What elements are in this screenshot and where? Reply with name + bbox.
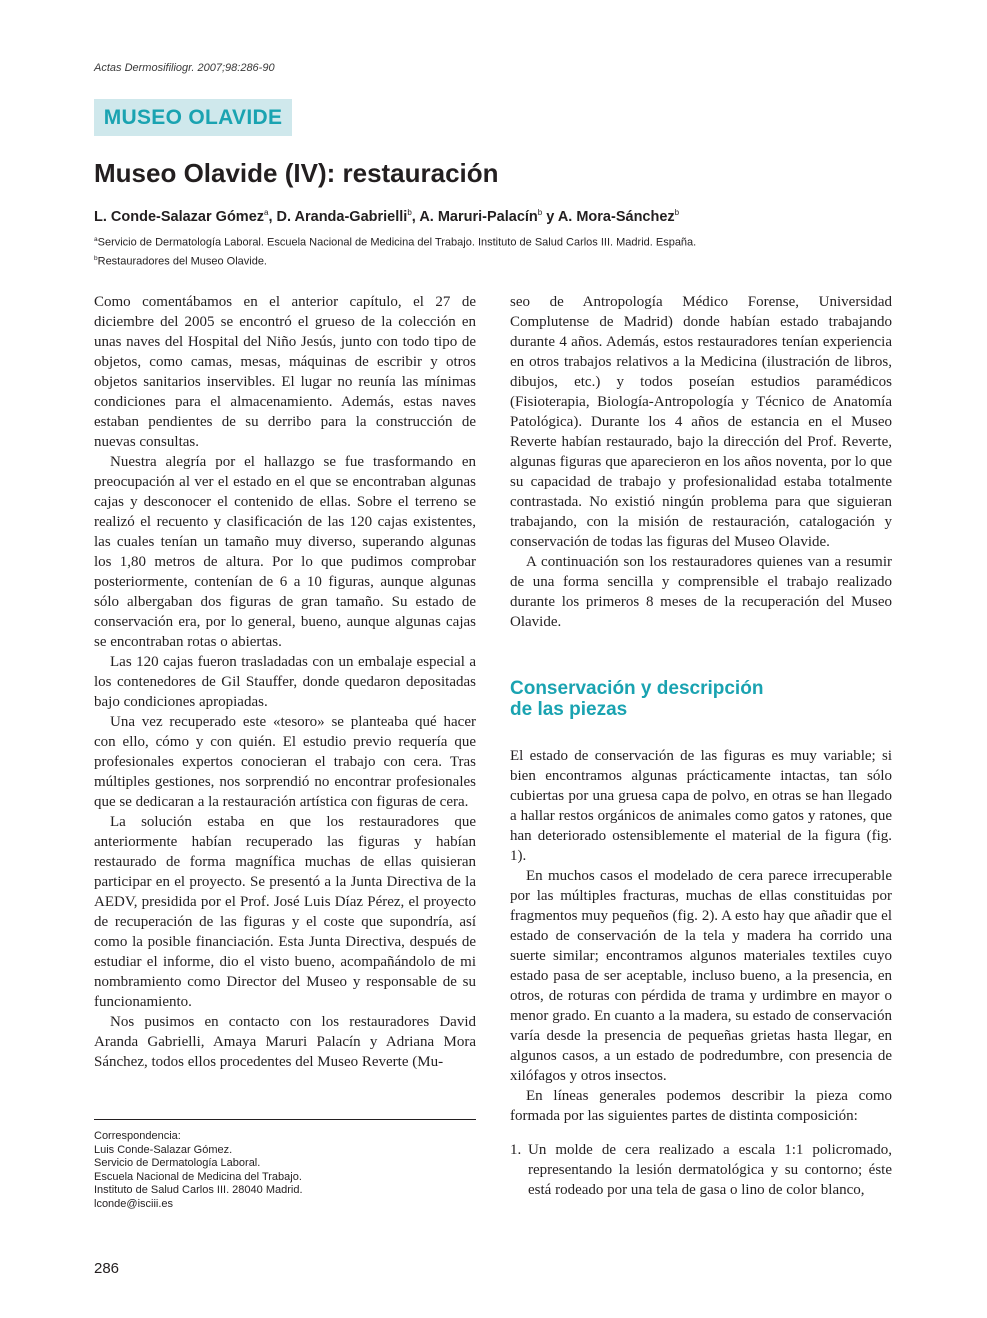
author-affiliation-mark: b — [537, 208, 543, 217]
body-column-left — [94, 292, 476, 1072]
section-heading-line: Conservación y descripción — [510, 678, 764, 699]
body-paragraph: Como comentábamos en el anterior capítulo, el 27 de diciembre del 2005 se encontró el grueso de la colección en unas naves del Hospital del Niño Jesús, junto con todo tipo de objetos, como camas, mesas, máquinas de escribir y otros objetos sanitarios inservibles. El lugar no reunía las mínimas condiciones para el almacenamiento. Además, estas naves estaban pendientes de su derribo para la construcción de nuevas consultas. — [94, 294, 476, 450]
body-paragraph: En muchos casos el modelado de cera parece irrecuperable por las múltiples fracturas, muchas de ellas constituidas por fragmentos muy pequeños (fig. 2). A esto hay que añadir que el estado de conservación de la tela y madera ha corrido una suerte similar; encontramos algunos materiales textiles cuyo estado pasa de ser aceptable, incluso bueno, a la presencia, en otros, de roturas con pérdida de trama y urdimbre en mayor o menor grado. En cuanto a la madera, su estado de conservación varía desde la presencia de pequeñas grietas hasta llegar, en algunos casos, a un estado de podredumbre, con presencia de xilófagos y otros insectos. — [510, 868, 892, 1084]
body-paragraph: Nos pusimos en contacto con los restauradores David Aranda Gabrielli, Amaya Maruri Palacín y Adriana Mora Sánchez, todos ellos procedentes del Museo Reverte (Mu- — [94, 1014, 476, 1070]
section-heading — [510, 678, 892, 720]
body-column-right — [510, 292, 892, 1200]
author-separator: , — [268, 208, 277, 225]
correspondence-department: Servicio de Dermatología Laboral. — [94, 1157, 261, 1170]
footnote-divider — [94, 1119, 476, 1120]
body-paragraph: En líneas generales podemos describir la pieza como formada por las siguientes partes de distinta composición: — [510, 1088, 892, 1124]
section-heading-line: de las piezas — [510, 699, 628, 720]
author-separator: y — [542, 208, 558, 225]
correspondence-address: Instituto de Salud Carlos III. 28040 Madrid. — [94, 1184, 303, 1197]
list-item-text: Un molde de cera realizado a escala 1:1 policromado, representando la lesión dermatológica y su contorno; éste está rodeado por una tela de gasa o lino de color blanco, — [528, 1142, 892, 1198]
body-paragraph: A continuación son los restauradores quienes van a resumir de una forma sencilla y comprensible el trabajo realizado durante los primeros 8 meses de la recuperación del Museo Olavide. — [510, 554, 892, 630]
author-name: A. Maruri-Palacín — [419, 208, 538, 225]
list-item — [510, 1140, 892, 1200]
journal-reference: Actas Dermosifiliogr. 2007;98:286-90 — [94, 62, 275, 74]
correspondence-name: Luis Conde-Salazar Gómez. — [94, 1143, 233, 1156]
author-name: A. Mora-Sánchez — [557, 208, 675, 225]
section-badge: MUSEO OLAVIDE — [94, 99, 292, 136]
affiliation-line — [94, 251, 696, 270]
affiliation-mark: b — [94, 254, 98, 262]
correspondence-block — [94, 1130, 303, 1212]
body-paragraph: Una vez recuperado este «tesoro» se planteaba qué hacer con ello, cómo y con quién. El estudio previo requería que profesionales expertos conocieran el trabajo con cera. Tras múltiples gestiones, nos sorprendió no encontrar profesionales que se dedicaran a la restauración artística con figuras de cera. — [94, 714, 476, 810]
parts-list — [510, 1140, 892, 1200]
affiliation-line — [94, 232, 696, 251]
body-paragraph: Las 120 cajas fueron trasladadas con un embalaje especial a los contenedores de Gil Stauffer, donde quedaron depositadas bajo condiciones apropiadas. — [94, 654, 476, 710]
list-number: 1. — [510, 1142, 522, 1158]
correspondence-label: Correspondencia: — [94, 1130, 181, 1142]
author-list — [94, 208, 679, 225]
author-name: D. Aranda-Gabrielli — [276, 208, 408, 225]
author-affiliation-mark: a — [264, 208, 269, 217]
correspondence-email[interactable]: lconde@isciii.es — [94, 1197, 174, 1210]
affiliation-text: Servicio de Dermatología Laboral. Escuela Nacional de Medicina del Trabajo. Instituto de Salud Carlos III. Madrid. España. — [97, 236, 697, 249]
affiliation-mark: a — [94, 236, 98, 243]
body-paragraph: Nuestra alegría por el hallazgo se fue trasformando en preocupación al ver el estado en el que se encontraban algunas cajas y desconocer el contenido de ellas. Sobre el terreno se realizó el recuento y clasificación de las 120 cajas existentes, las cuales tenían un tamaño muy diverso, superando algunas los 1,80 metros de altura. Por lo que pudimos comprobar posteriormente, contenían de 6 a 10 figuras, aunque algunas sólo albergaban dos figuras de gran tamaño. Su estado de conservación era, por lo general, bueno, aunque algunas cajas se encontraban rotas o abiertas. — [94, 454, 476, 650]
affiliation-text: Restauradores del Museo Olavide. — [97, 255, 267, 268]
page-number: 286 — [94, 1260, 120, 1277]
correspondence-school: Escuela Nacional de Medicina del Trabajo. — [94, 1170, 302, 1183]
article-title: Museo Olavide (IV): restauración — [94, 158, 499, 188]
author-separator: , — [411, 208, 420, 225]
author-affiliation-mark: b — [674, 208, 680, 217]
body-paragraph: La solución estaba en que los restauradores que anteriormente habían recuperado las figuras y habían restaurado de forma magnífica muchas de ellas quisieran participar en el proyecto. Se presentó a la Junta Directiva de la AEDV, presidida por el Prof. José Luis Díaz Pérez, el proyecto de recuperación de las figuras y el coste que supondría, así como la posible financiación. Esta Junta Directiva, después de estudiar el informe, dio el visto bueno, acompañándolo de mi nombramiento como Director del Museo y responsable de su funcionamiento. — [94, 814, 476, 1010]
author-name: L. Conde-Salazar Gómez — [94, 208, 265, 225]
affiliations — [94, 232, 696, 269]
author-affiliation-mark: b — [407, 208, 412, 217]
body-paragraph: seo de Antropología Médico Forense, Universidad Complutense de Madrid) donde habían estado trabajando durante 4 años. Además, estos restauradores tenían experiencia en otros trabajos relativos a la Medicina (ilustración de libros, dibujos, etc.) y todos poseían estudios paramédicos (Fisioterapia, Biología-Antropología y Técnico de Anatomía Patológica). Durante los 4 años de estancia en el Museo Reverte habían restaurado, bajo la dirección del Prof. Reverte, algunas figuras que aparecieron en los años noventa, por lo que su capacidad de trabajo y profesionalidad estaba totalmente contrastada. No existió ningún problema para que siguieran trabajando, con la misión de restauración, catalogación y conservación de todas las figuras del Museo Olavide. — [510, 294, 892, 550]
body-paragraph: El estado de conservación de las figuras es muy variable; si bien encontramos algunas prácticamente intactas, tan sólo cubiertas por una gruesa capa de polvo, en otras se han llegado a hallar restos orgánicos de animales como gatos y ratones, que han deteriorado ostensiblemente el material de la figura (fig. 1). — [510, 748, 892, 864]
